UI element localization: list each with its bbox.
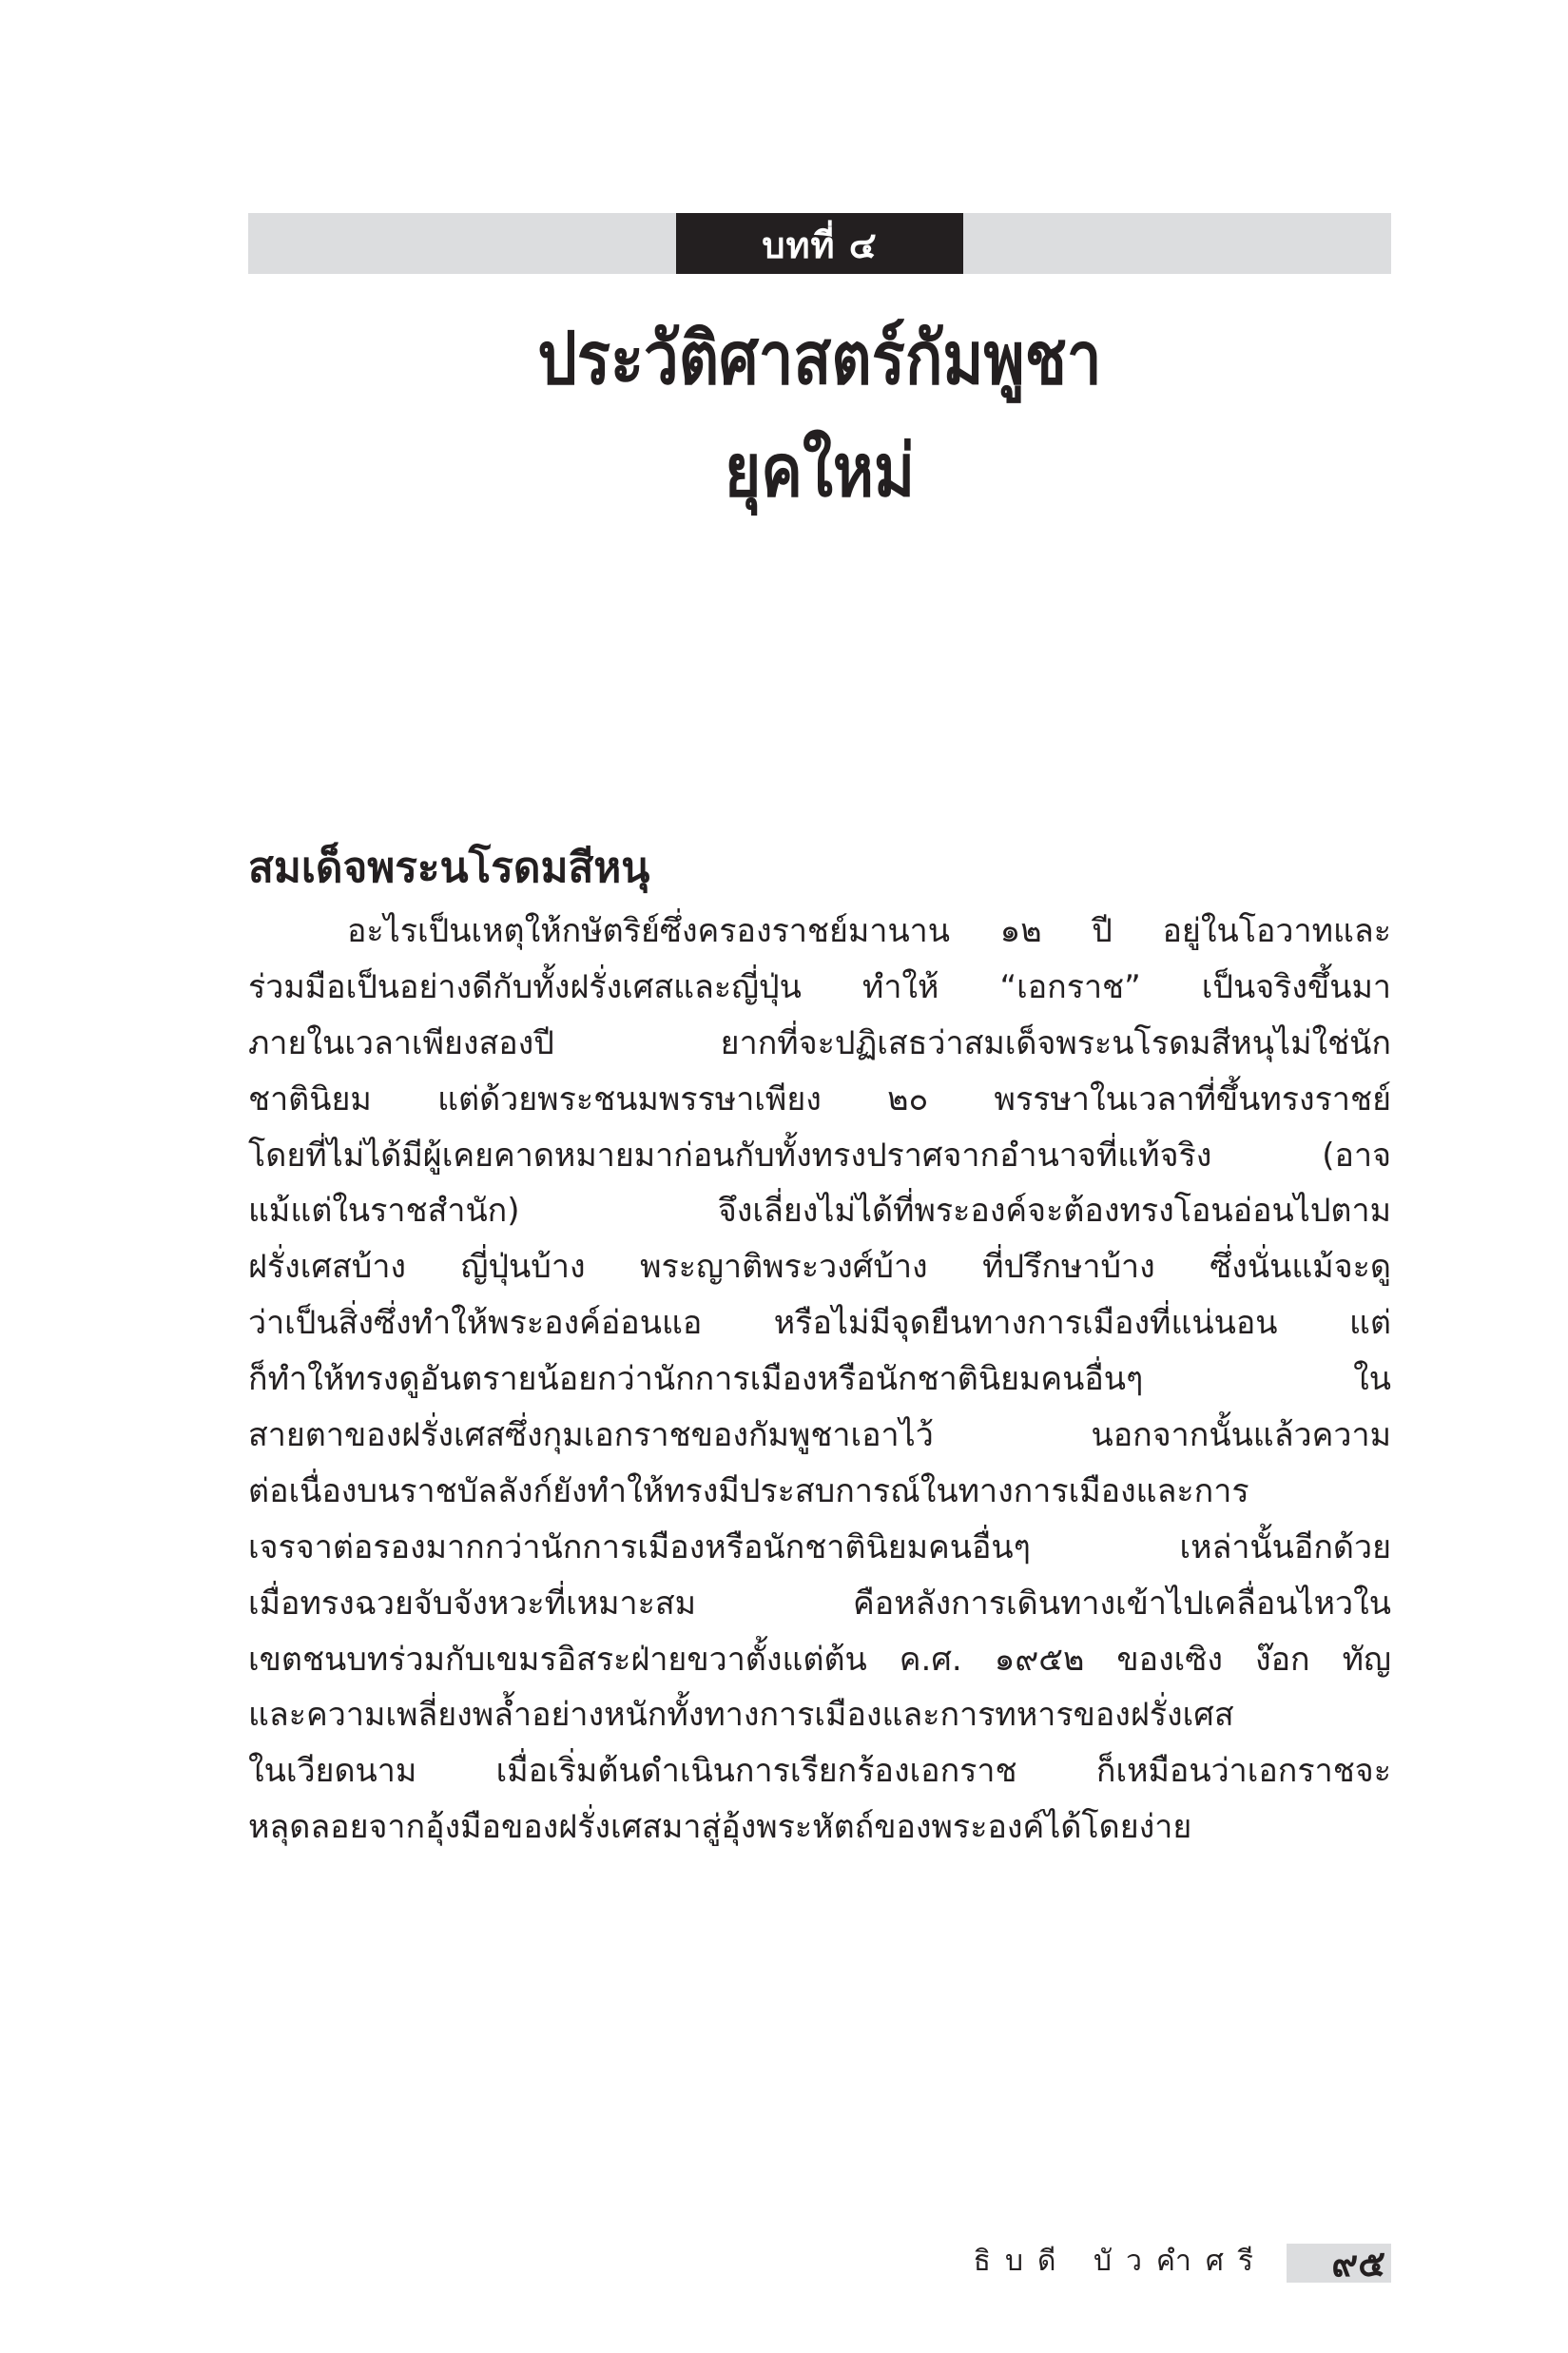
paragraph-line: ก็ทำให้ทรงดูอันตรายน้อยกว่านักการเมืองหรือนักชาตินิยมคนอื่นๆ ใน: [248, 1360, 1391, 1399]
chapter-title-line-2: ยุคใหม่: [724, 428, 916, 513]
body-text: [248, 904, 1391, 1856]
paragraph-line: ต่อเนื่องบนราชบัลลังก์ยังทำให้ทรงมีประสบการณ์ในทางการเมืองและการ: [248, 1471, 1249, 1510]
paragraph-line: ฝรั่งเศสบ้าง ญี่ปุ่นบ้าง พระญาติพระวงศ์บ้าง ที่ปรึกษาบ้าง ซึ่งนั่นแม้จะดู: [248, 1248, 1391, 1287]
paragraph-line: ในเวียดนาม เมื่อเริ่มต้นดำเนินการเรียกร้องเอกราช ก็เหมือนว่าเอกราชจะ: [248, 1752, 1391, 1791]
paragraph-line: แม้แต่ในราชสำนัก) จึงเลี่ยงไม่ได้ที่พระองค์จะต้องทรงโอนอ่อนไปตาม: [248, 1192, 1391, 1231]
paragraph-line: อะไรเป็นเหตุให้กษัตริย์ซึ่งครองราชย์มานาน ๑๒ ปี อยู่ในโอวาทและ: [347, 912, 1391, 950]
page-number: ๙๕: [1331, 2241, 1385, 2285]
chapter-label-box: [676, 213, 963, 274]
paragraph-line: หลุดลอยจากอุ้งมือของฝรั่งเศสมาสู่อุ้งพระหัตถ์ของพระองค์ได้โดยง่าย: [248, 1808, 1192, 1847]
paragraph-line: เขตชนบทร่วมกับเขมรอิสระฝ่ายขวาตั้งแต่ต้น ค.ศ. ๑๙๕๒ ของเซิง ง๊อก ทัญ: [248, 1640, 1391, 1679]
paragraph-line: ว่าเป็นสิ่งซึ่งทำให้พระองค์อ่อนแอ หรือไม่มีจุดยืนทางการเมืองที่แน่นอน แต่: [248, 1304, 1391, 1343]
chapter-title: [328, 302, 1311, 527]
paragraph-line: ร่วมมือเป็นอย่างดีกับทั้งฝรั่งเศสและญี่ปุ่น ทำให้ “เอกราช” เป็นจริงขึ้นมา: [248, 967, 1391, 1006]
paragraph-line: ภายในเวลาเพียงสองปี ยากที่จะปฏิเสธว่าสมเด็จพระนโรดมสีหนุไม่ใช่นัก: [248, 1023, 1391, 1062]
section-heading: สมเด็จพระนโรดมสีหนุ: [248, 844, 650, 892]
chapter-bar: [248, 213, 1391, 274]
paragraph-line: สายตาของฝรั่งเศสซึ่งกุมเอกราชของกัมพูชาเอาไว้ นอกจากนั้นแล้วความ: [248, 1416, 1391, 1455]
footer-author: ธิบดี บัวคำศรี: [973, 2245, 1268, 2278]
paragraph-line: โดยที่ไม่ได้มีผู้เคยคาดหมายมาก่อนกับทั้งทรงปราศจากอำนาจที่แท้จริง (อาจ: [248, 1136, 1391, 1175]
page-number-box: [1287, 2241, 1391, 2285]
paragraph-line: เจรจาต่อรองมากกว่านักการเมืองหรือนักชาตินิยมคนอื่นๆ เหล่านั้นอีกด้วย: [248, 1527, 1391, 1566]
paragraph-line: เมื่อทรงฉวยจับจังหวะที่เหมาะสม คือหลังการเดินทางเข้าไปเคลื่อนไหวใน: [248, 1584, 1391, 1623]
paragraph-line: และความเพลี่ยงพล้ำอย่างหนักทั้งทางการเมืองและการทหารของฝรั่งเศส: [248, 1696, 1234, 1735]
chapter-title-line-1: ประวัติศาสตร์กัมพูชา: [537, 316, 1102, 400]
chapter-label: บทที่ ๔: [762, 224, 878, 266]
paragraph-line: ชาตินิยม แต่ด้วยพระชนมพรรษาเพียง ๒๐ พรรษาในเวลาที่ขึ้นทรงราชย์: [248, 1079, 1391, 1118]
page-footer: [248, 2235, 1391, 2292]
